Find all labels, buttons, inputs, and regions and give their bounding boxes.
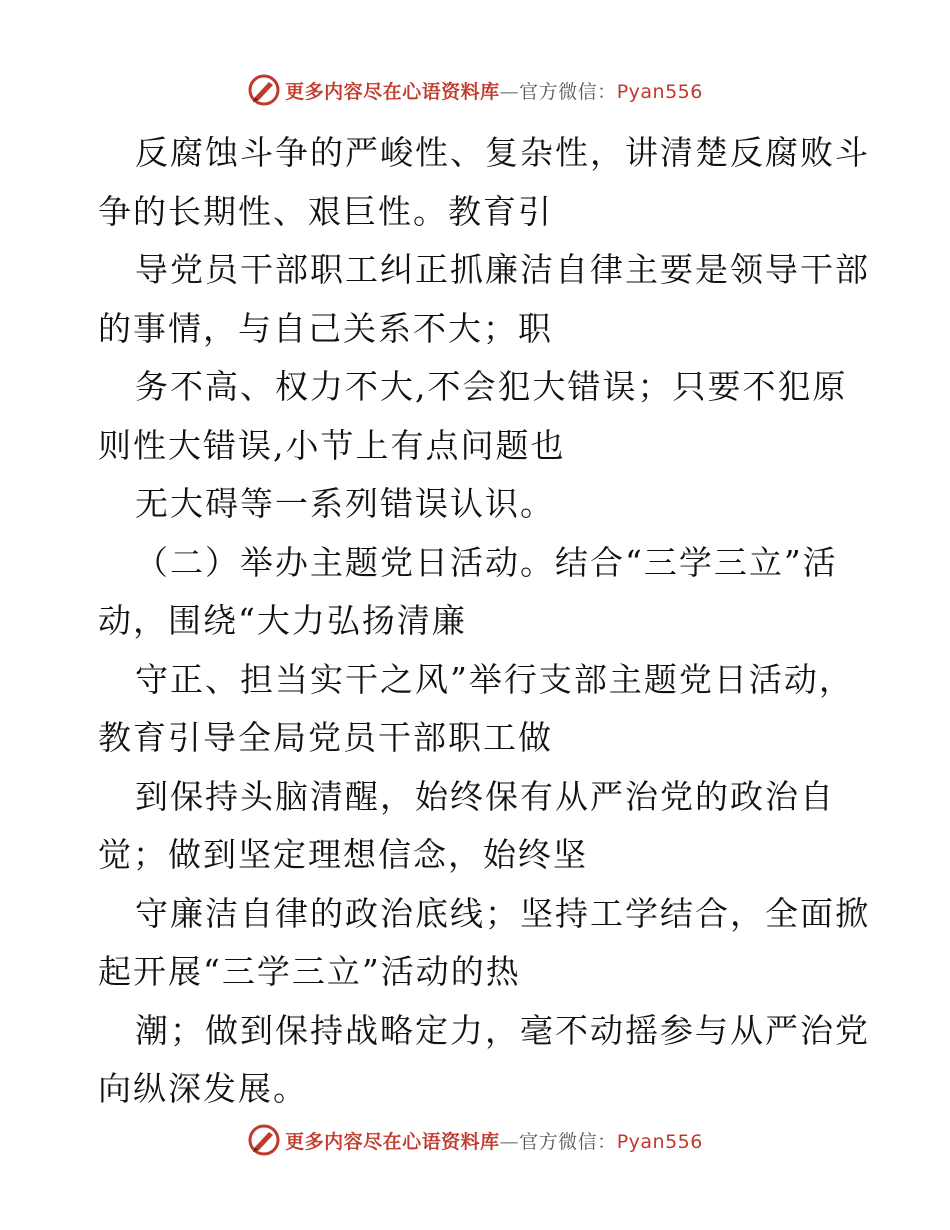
- body-text-line: 动，围绕“大力弘扬清廉: [98, 601, 467, 640]
- body-text-line: 到保持头脑清醒，始终保有从严治党的政治自: [135, 776, 835, 816]
- body-text-line: 向纵深发展。: [98, 1069, 308, 1108]
- body-text-line: 无大碍等一系列错误认识。: [135, 484, 555, 523]
- body-text-line: 务不高、权力不大,不会犯大错误；只要不犯原: [135, 367, 848, 406]
- banner-wechat-id: Pyan556: [616, 80, 703, 103]
- body-text-line: 潮；做到保持战略定力，毫不动摇参与从严治党: [135, 1010, 870, 1050]
- body-text-line: 的事情，与自己关系不大；职: [98, 308, 553, 348]
- header-banner-text: [285, 77, 703, 104]
- body-text-line: 则性大错误,小节上有点问题也: [98, 425, 566, 465]
- banner-dash: —: [499, 1130, 520, 1153]
- body-text-line: 守廉洁自律的政治底线；坚持工学结合，全面掀: [135, 893, 870, 933]
- body-text-line: 导党员干部职工纠正抓廉洁自律主要是领导干部: [135, 250, 870, 289]
- pen-logo-icon: [247, 1123, 281, 1157]
- header-banner: [0, 70, 950, 110]
- banner-main-text: 更多内容尽在心语资料库: [285, 80, 500, 103]
- footer-banner-text: [285, 1127, 703, 1154]
- body-text-line: （二）举办主题党日活动。结合“三学三立”活: [135, 542, 838, 582]
- body-text-line: 反腐蚀斗争的严峻性、复杂性，讲清楚反腐败斗: [135, 133, 870, 172]
- banner-dash: —: [499, 80, 520, 103]
- banner-wechat-id: Pyan556: [616, 1130, 703, 1153]
- pen-logo-icon: [247, 73, 281, 107]
- banner-main-text: 更多内容尽在心语资料库: [285, 1130, 500, 1153]
- body-text-line: 觉；做到坚定理想信念，始终坚: [98, 835, 588, 874]
- body-text-line: 守正、担当实干之风”举行支部主题党日活动，: [135, 659, 854, 699]
- body-text-line: 争的长期性、艰巨性。教育引: [98, 191, 553, 231]
- footer-banner: [0, 1120, 950, 1160]
- body-text-line: 教育引导全局党员干部职工做: [98, 718, 553, 757]
- document-body: [98, 124, 870, 1119]
- banner-wechat-label: 官方微信：: [519, 80, 617, 103]
- banner-wechat-label: 官方微信：: [519, 1130, 617, 1153]
- body-text-line: 起开展“三学三立”活动的热: [98, 952, 521, 991]
